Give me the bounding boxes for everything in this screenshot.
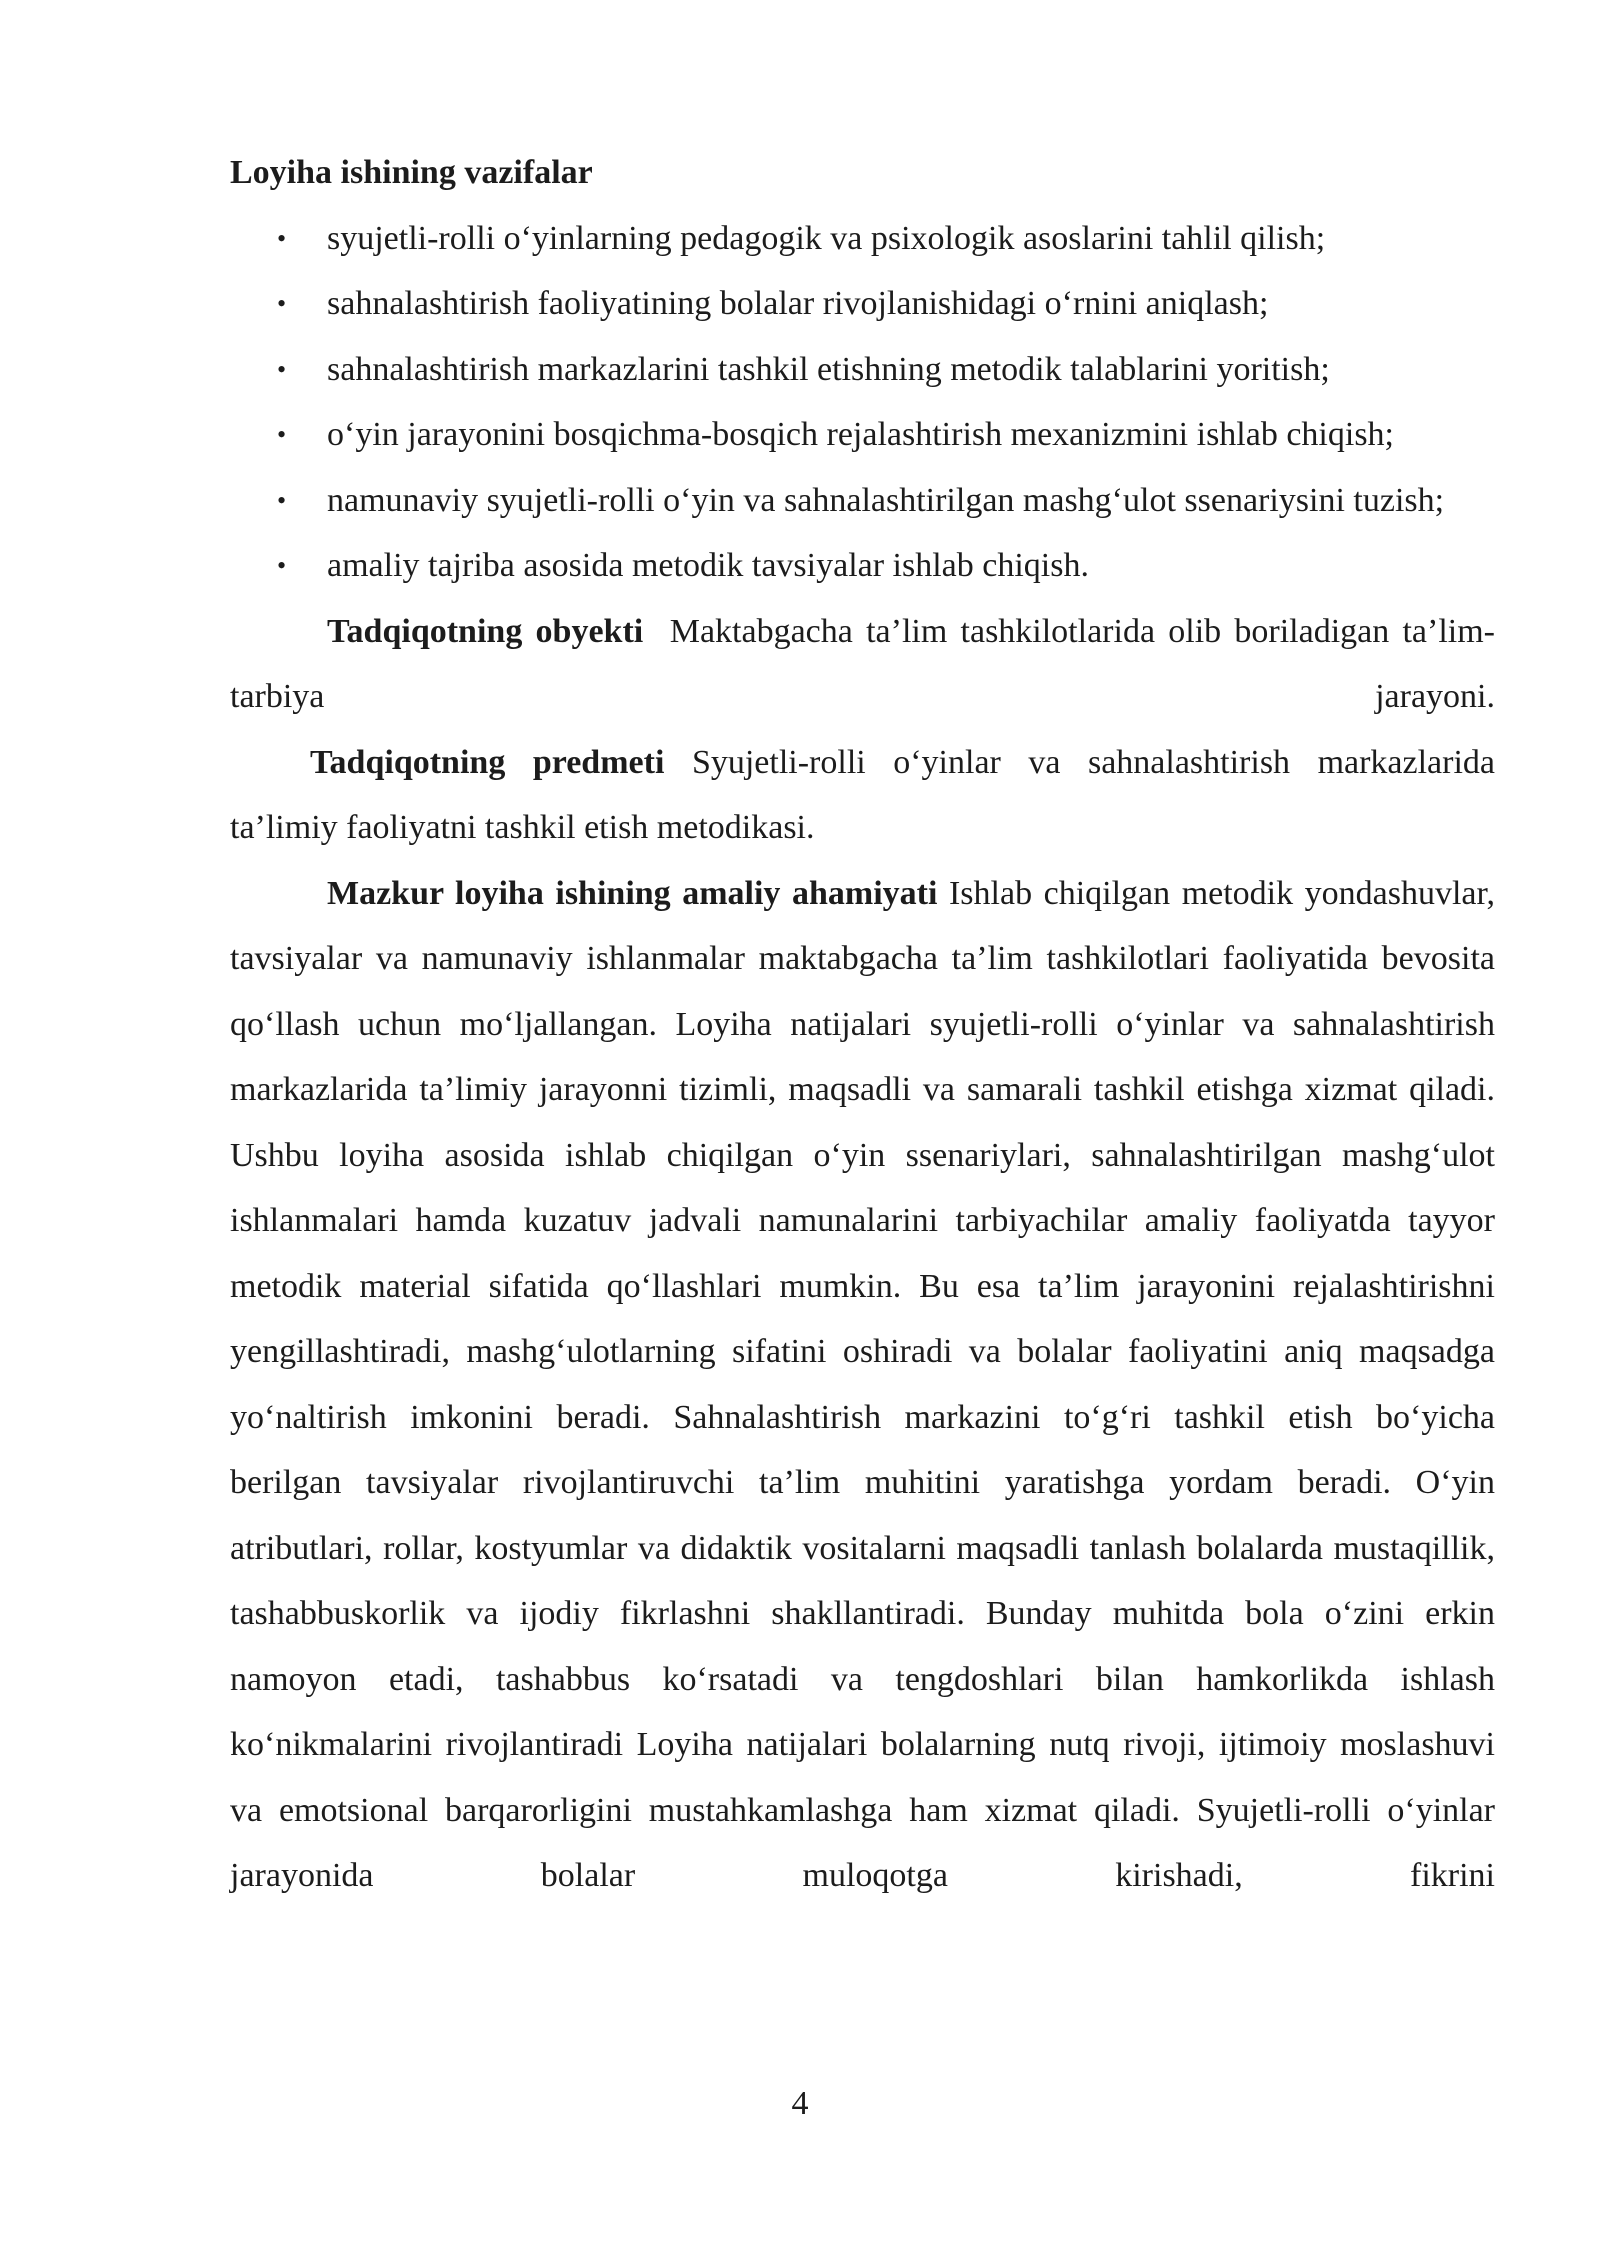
bullet-icon: • — [277, 354, 287, 384]
list-item — [230, 468, 1495, 534]
significance-paragraph — [230, 861, 1495, 1909]
list-item — [230, 533, 1495, 599]
significance-text: Ishlab chiqilgan metodik yondashuvlar, tavsiyalar va namunaviy ishlanmalar maktabgacha ta’lim tashkilotlari faoliyatida bevosita qo‘llash uchun mo‘ljallangan. Loyiha natijalari syujetli-rolli o‘yinlar va sahnalashtirish markazlarida ta’limiy jarayonni tizimli, maqsadli va samarali tashkil etishga xizmat qiladi. Ushbu loyiha asosida ishlab chiqilgan o‘yin ssenariylari, sahnalashtirilgan mashg‘ulot ishlanmalari hamda kuzatuv jadvali namunalarini tarbiyachilar amaliy faoliyatda tayyor metodik material sifatida qo‘llashlari mumkin. Bu esa ta’lim jarayonini rejalashtirishni yengillashtiradi, mashg‘ulotlarning sifatini oshiradi va bolalar faoliyatini aniq maqsadga yo‘naltirish imkonini beradi. Sahnalashtirish markazini to‘g‘ri tashkil etish bo‘yicha berilgan tavsiyalar rivojlantiruvchi ta’lim muhitini yaratishga yordam beradi. O‘yin atributlari, rollar, kostyumlar va didaktik vositalarni maqsadli tanlash bolalarda mustaqillik, tashabbuskorlik va ijodiy fikrlashni shakllantiradi. Bunday muhitda bola o‘zini erkin namoyon etadi, tashabbus ko‘rsatadi va tengdoshlari bilan hamkorlikda ishlash ko‘nikmalarini rivojlantiradi Loyiha natijalari bolalarning nutq rivoji, ijtimoiy moslashuvi va emotsional barqarorligini mustahkamlashga ham xizmat qiladi. Syujetli-rolli o‘yinlar jarayonida bolalar muloqotga kirishadi, fikrini — [230, 874, 1495, 1894]
bullet-icon: • — [277, 551, 287, 580]
research-subject-text: Syujetli-rolli o‘yinlar va sahnalashtirish markazlarida ta’limiy faoliyatni tashkil etish metodikasi. — [230, 743, 1496, 846]
research-object-text: Maktabgacha ta’lim tashkilotlarida olib boriladigan ta’lim-tarbiya jarayoni. — [230, 612, 1495, 715]
list-item-text: o‘yin jarayonini bosqichma-bosqich rejalashtirish mexanizmini ishlab chiqish; — [327, 416, 1394, 453]
bullet-icon: • — [277, 485, 287, 515]
list-item-text: namunaviy syujetli-rolli o‘yin va sahnalashtirilgan mashg‘ulot ssenariysini tuzish; — [327, 481, 1445, 519]
page-number: 4 — [791, 2085, 809, 2122]
list-item-text: sahnalashtirish faoliyatining bolalar rivojlanishidagi o‘rnini aniqlash; — [327, 285, 1269, 322]
research-object-label: Tadqiqotning obyekti — [327, 612, 644, 650]
research-subject-paragraph — [230, 730, 1495, 861]
bullet-icon: • — [277, 420, 287, 449]
bullet-icon: • — [277, 223, 287, 253]
list-item-text: syujetli-rolli o‘yinlarning pedagogik va psixologik asoslarini tahlil qilish; — [327, 219, 1326, 257]
significance-label: Mazkur loyiha ishining amaliy ahamiyati — [327, 874, 938, 912]
task-list — [230, 206, 1495, 599]
list-item-text: amaliy tajriba asosida metodik tavsiyalar ishlab chiqish. — [327, 547, 1089, 584]
bullet-icon: • — [277, 289, 287, 318]
list-item-text: sahnalashtirish markazlarini tashkil etishning metodik talablarini yoritish; — [327, 350, 1330, 388]
research-subject-label: Tadqiqotning predmeti — [310, 743, 665, 781]
document-page — [230, 140, 1495, 1909]
list-item — [230, 206, 1495, 272]
list-item — [230, 271, 1495, 337]
section-heading: Loyiha ishining vazifalar — [230, 154, 593, 191]
research-object-paragraph — [230, 599, 1495, 730]
list-item — [230, 337, 1495, 403]
list-item — [230, 402, 1495, 468]
